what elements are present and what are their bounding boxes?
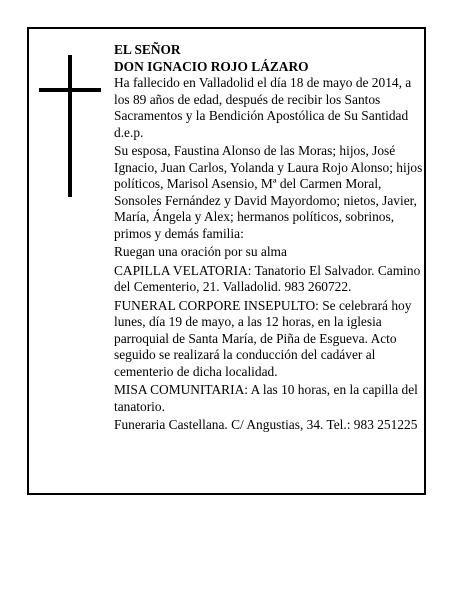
notice-text: [114, 42, 424, 436]
funeral-home-info: Funeraria Castellana. C/ Angustias, 34. Tel.: 983 251225: [114, 417, 418, 432]
death-announcement: Ha fallecido en Valladolid el día 18 de mayo de 2014, a los 89 años de edad, después de recibir los Santos Sacramentos y la Bendición Apostólica de Su Santidad d.e.p.: [114, 75, 412, 140]
cross-horizontal-bar: [39, 88, 101, 92]
community-mass-info: MISA COMUNITARIA: A las 10 horas, en la capilla del tanatorio.: [114, 382, 418, 414]
deceased-name: DON IGNACIO ROJO LÁZARO: [114, 58, 309, 74]
heading-title: EL SEÑOR: [114, 42, 181, 57]
latin-cross-icon: [39, 55, 101, 197]
cross-vertical-bar: [68, 55, 72, 197]
obituary-notice: [27, 27, 426, 495]
funeral-info: FUNERAL CORPORE INSEPULTO: Se celebrará hoy lunes, día 19 de mayo, a las 12 horas, en la iglesia parroquial de Santa María, de Piña de Esgueva. Acto seguido se realizará la conducción del cadáver al cementerio de dicha localidad.: [114, 297, 412, 379]
wake-chapel-info: CAPILLA VELATORIA: Tanatorio El Salvador. Camino del Cementerio, 21. Valladolid. 983 260722.: [114, 262, 421, 294]
family-list: Su esposa, Faustina Alonso de las Moras; hijos, José Ignacio, Juan Carlos, Yolanda y Laura Rojo Alonso; hijos políticos, Marisol Asensio, Mª del Carmen Moral, Sonsoles Fernández y David Mayordomo; nietos, Javier, María, Ángela y Alex; hermanos políticos, sobrinos, primos y demás familia:: [114, 143, 423, 241]
prayer-request: Ruegan una oración por su alma: [114, 244, 287, 259]
